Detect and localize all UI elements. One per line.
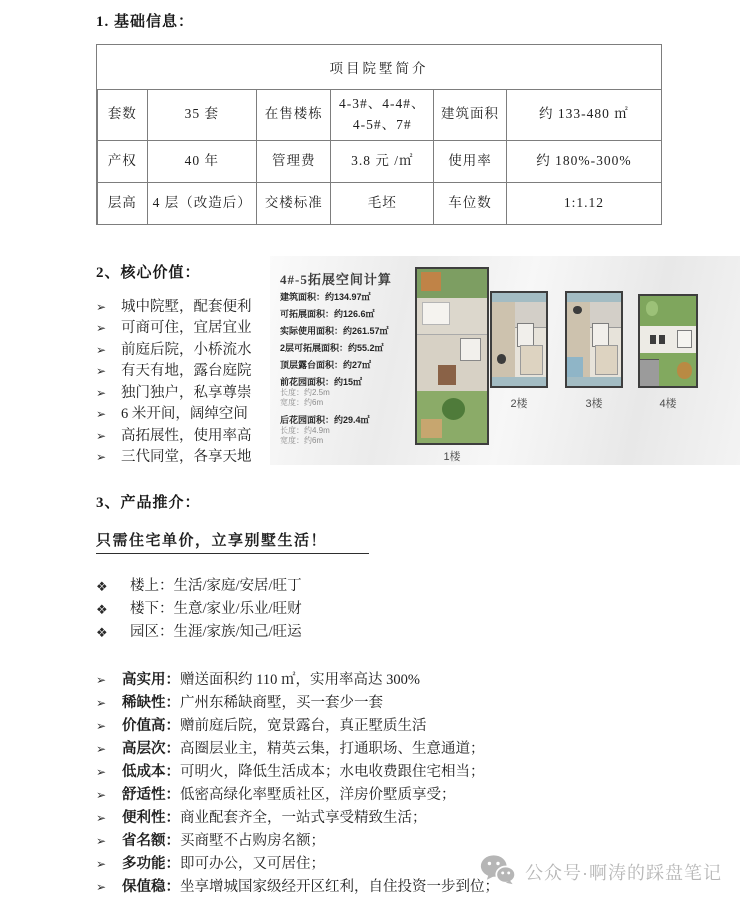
table-cell: 3.8 元 /㎡ [330, 140, 433, 182]
list-item-text [122, 784, 456, 807]
terrace-table [659, 335, 665, 344]
watermark-text: 公众号·啊涛的踩盘笔记 [525, 863, 722, 883]
table-cell: 套数 [97, 89, 147, 140]
balcony-strip [492, 293, 546, 302]
floorplan-level4-roof [638, 294, 698, 388]
garden-deck [421, 272, 441, 291]
stat-label: 后花园面积： [280, 414, 335, 425]
arrow-bullet-icon: ➢ [96, 856, 107, 871]
table-cell: 约 133-480 ㎡ [506, 89, 661, 140]
list-item-text [122, 738, 485, 761]
list-item-text [122, 876, 499, 899]
list-item-text [122, 669, 420, 692]
core-values-column [96, 261, 270, 469]
list-item-text [122, 830, 325, 853]
stat-value: 约27㎡ [343, 359, 372, 370]
bed-furniture [595, 345, 618, 375]
point-label: 便利性： [122, 809, 180, 826]
balcony-strip [492, 377, 546, 385]
arrow-bullet-icon: ➢ [96, 364, 107, 379]
stat-label: 实际使用面积： [280, 325, 344, 336]
list-item [96, 404, 270, 426]
list-item [96, 598, 740, 621]
table-cell: 1:1.12 [506, 182, 661, 224]
stair-block [640, 359, 659, 386]
diamond-bullet-icon: ❖ [96, 578, 108, 594]
figure-stats [280, 291, 425, 452]
stat-line [280, 414, 425, 447]
table-row [97, 182, 661, 224]
table-row [97, 89, 661, 140]
list-item [96, 761, 740, 784]
list-item-text [122, 715, 427, 738]
stat-label: 建筑面积： [280, 291, 326, 302]
table-cell: 层高 [97, 182, 147, 224]
floor-label-3: 3楼 [585, 397, 603, 410]
stat-line [280, 376, 425, 409]
diamond-bullet-icon: ❖ [96, 624, 108, 640]
section3-heading: 3、产品推介： [96, 494, 201, 511]
list-item [96, 669, 740, 692]
list-item [96, 692, 740, 715]
table-cell: 车位数 [433, 182, 506, 224]
list-item-text: 前庭后院，小桥流水 [121, 341, 252, 358]
table-cell: 交楼标准 [256, 182, 330, 224]
point-label: 保值稳： [122, 878, 180, 895]
list-item-text: 园区：生涯/家族/知己/旺运 [130, 623, 302, 640]
terrace-table [650, 335, 656, 344]
stat-value: 约29.4㎡ [334, 414, 370, 425]
garden-patio [421, 419, 442, 438]
table-cell: 4-3#、4-4#、4-5#、7# [330, 89, 433, 140]
point-label: 舒适性： [122, 786, 180, 803]
point-label: 稀缺性： [122, 694, 180, 711]
point-label: 低成本： [122, 763, 180, 780]
usage-list [96, 575, 740, 644]
bathroom-area [567, 357, 583, 377]
list-item [96, 383, 270, 405]
slogan-underlined: 只需住宅单价，立享别墅生活！ [96, 529, 369, 554]
list-item-text [122, 692, 383, 715]
arrow-bullet-icon: ➢ [96, 342, 107, 357]
list-item-text: 6 米开间，阔绰空间 [121, 406, 248, 423]
section-product-pitch [96, 491, 740, 899]
stat-line [280, 325, 425, 337]
arrow-bullet-icon: ➢ [96, 450, 107, 465]
stat-subline: 宽度：约6m [280, 398, 324, 408]
arrow-bullet-icon: ➢ [96, 810, 107, 825]
table-body [97, 89, 661, 224]
dining-table [438, 365, 456, 386]
list-item-text [122, 853, 325, 876]
stat-line [280, 359, 425, 371]
arrow-bullet-icon: ➢ [96, 321, 107, 336]
stat-subline: 宽度：约6m [280, 436, 324, 446]
arrow-bullet-icon: ➢ [96, 787, 107, 802]
arrow-bullet-icon: ➢ [96, 718, 107, 733]
table-row [97, 140, 661, 182]
point-text: 坐享增城国家级经开区红利，自住投资一步到位； [180, 878, 499, 895]
stat-value: 约261.57㎡ [343, 325, 389, 336]
point-label: 高实用： [122, 671, 180, 688]
table-cell: 毛坯 [330, 182, 433, 224]
list-item [96, 361, 270, 383]
list-item-text: 独门独户，私享尊崇 [121, 384, 252, 401]
point-label: 高层次： [122, 740, 180, 757]
stair-well [460, 338, 481, 361]
wechat-icon [480, 854, 516, 890]
list-item-text [122, 807, 427, 830]
list-item-text: 城中院墅，配套便利 [121, 298, 252, 315]
arrow-bullet-icon: ➢ [96, 741, 107, 756]
stair-well [592, 323, 609, 347]
table-cell: 约 180%-300% [506, 140, 661, 182]
stat-value: 约55.2㎡ [348, 342, 384, 353]
stat-value: 约126.6㎡ [334, 308, 375, 319]
list-item [96, 784, 740, 807]
arrow-bullet-icon: ➢ [96, 385, 107, 400]
arrow-bullet-icon: ➢ [96, 407, 107, 422]
arrow-bullet-icon: ➢ [96, 672, 107, 687]
point-text: 赠前庭后院，宽景露台，真正墅质生活 [180, 717, 427, 734]
point-text: 广州东稀缺商墅，买一套少一套 [180, 694, 383, 711]
list-item-text [122, 761, 485, 784]
point-label: 多功能： [122, 855, 180, 872]
watermark [480, 854, 722, 890]
chair-furniture [497, 354, 506, 363]
table-cell: 在售楼栋 [256, 89, 330, 140]
table-cell: 40 年 [147, 140, 256, 182]
balcony-strip [567, 377, 621, 385]
point-text: 买商墅不占购房名额； [180, 832, 325, 849]
point-text: 商业配套齐全，一站式享受精致生活； [180, 809, 427, 826]
list-item [96, 738, 740, 761]
list-item [96, 340, 270, 362]
section1-heading: 1. 基础信息： [96, 14, 195, 30]
table-cell: 管理费 [256, 140, 330, 182]
floor-label-4: 4楼 [659, 397, 677, 410]
diamond-bullet-icon: ❖ [96, 601, 108, 617]
table-cell: 使用率 [433, 140, 506, 182]
wood-floor-area [492, 302, 515, 377]
core-values-list [96, 297, 270, 469]
stat-label: 顶层露台面积： [280, 359, 344, 370]
stat-value: 约15㎡ [334, 376, 363, 387]
list-item [96, 447, 270, 469]
balcony-strip [567, 293, 621, 302]
list-item-text: 高拓展性，使用率高 [121, 427, 252, 444]
stat-sublines [280, 426, 425, 447]
stat-label: 可拓展面积： [280, 308, 335, 319]
stair-well [517, 323, 534, 347]
stat-subline: 长度：约2.5m [280, 387, 330, 397]
list-item [96, 318, 270, 340]
floorplan-level2 [490, 291, 548, 388]
list-item-text: 三代同堂，各享天地 [121, 449, 252, 466]
arrow-bullet-icon: ➢ [96, 879, 107, 894]
garden-plant [646, 301, 658, 315]
floor-label-1: 1楼 [443, 450, 461, 463]
stat-line [280, 308, 425, 320]
figure-title: 4#-5拓展空间计算 [280, 271, 392, 287]
list-item-text: 楼上：生活/家庭/安居/旺丁 [130, 577, 302, 594]
table-title: 项目院墅简介 [329, 61, 429, 76]
floorplan-level3 [565, 291, 623, 388]
point-text: 赠送面积约 110 ㎡，实用率高达 300% [180, 671, 420, 688]
table-cell: 35 套 [147, 89, 256, 140]
list-item [96, 426, 270, 448]
table-cell: 4 层（改造后） [147, 182, 256, 224]
arrow-bullet-icon: ➢ [96, 764, 107, 779]
stair-well [677, 330, 692, 348]
point-text: 低密高绿化率墅质社区，洋房价墅质享受； [180, 786, 456, 803]
point-text: 可明火，降低生活成本；水电收费跟住宅相当； [180, 763, 485, 780]
arrow-bullet-icon: ➢ [96, 695, 107, 710]
list-item [96, 715, 740, 738]
point-label: 价值高： [122, 717, 180, 734]
section2-heading: 2、核心价值： [96, 264, 201, 281]
stat-sublines [280, 388, 425, 409]
arrow-bullet-icon: ➢ [96, 299, 107, 314]
list-item-text: 可商可住，宜居宜业 [121, 320, 252, 337]
point-text: 即可办公，又可居住； [180, 855, 325, 872]
stat-subline: 长度：约4.9m [280, 425, 330, 435]
section-core-values [96, 261, 740, 469]
stat-line [280, 342, 425, 354]
point-text: 高圈层业主，精英云集，打通职场、生意通道； [180, 740, 485, 757]
list-item-text: 楼下：生意/家业/乐业/旺财 [130, 600, 302, 617]
point-label: 省名额： [122, 832, 180, 849]
list-item [96, 621, 740, 644]
list-item [96, 297, 270, 319]
stat-label: 2层可拓展面积： [280, 342, 349, 353]
bed-furniture [422, 302, 450, 325]
bed-furniture [520, 345, 543, 375]
list-item [96, 830, 740, 853]
stat-line [280, 291, 425, 303]
table-cell: 建筑面积 [433, 89, 506, 140]
list-item [96, 807, 740, 830]
list-item-text: 有天有地，露台庭院 [121, 363, 252, 380]
floorplan-level1 [415, 267, 489, 445]
garden-plant [677, 362, 692, 378]
stat-value: 约134.97㎡ [325, 291, 371, 302]
project-info-table [96, 44, 662, 225]
table-cell: 产权 [97, 140, 147, 182]
list-item [96, 575, 740, 598]
arrow-bullet-icon: ➢ [96, 428, 107, 443]
arrow-bullet-icon: ➢ [96, 833, 107, 848]
stat-label: 前花园面积： [280, 376, 335, 387]
floorplan-figure [270, 256, 740, 465]
floor-label-2: 2楼 [510, 397, 528, 410]
